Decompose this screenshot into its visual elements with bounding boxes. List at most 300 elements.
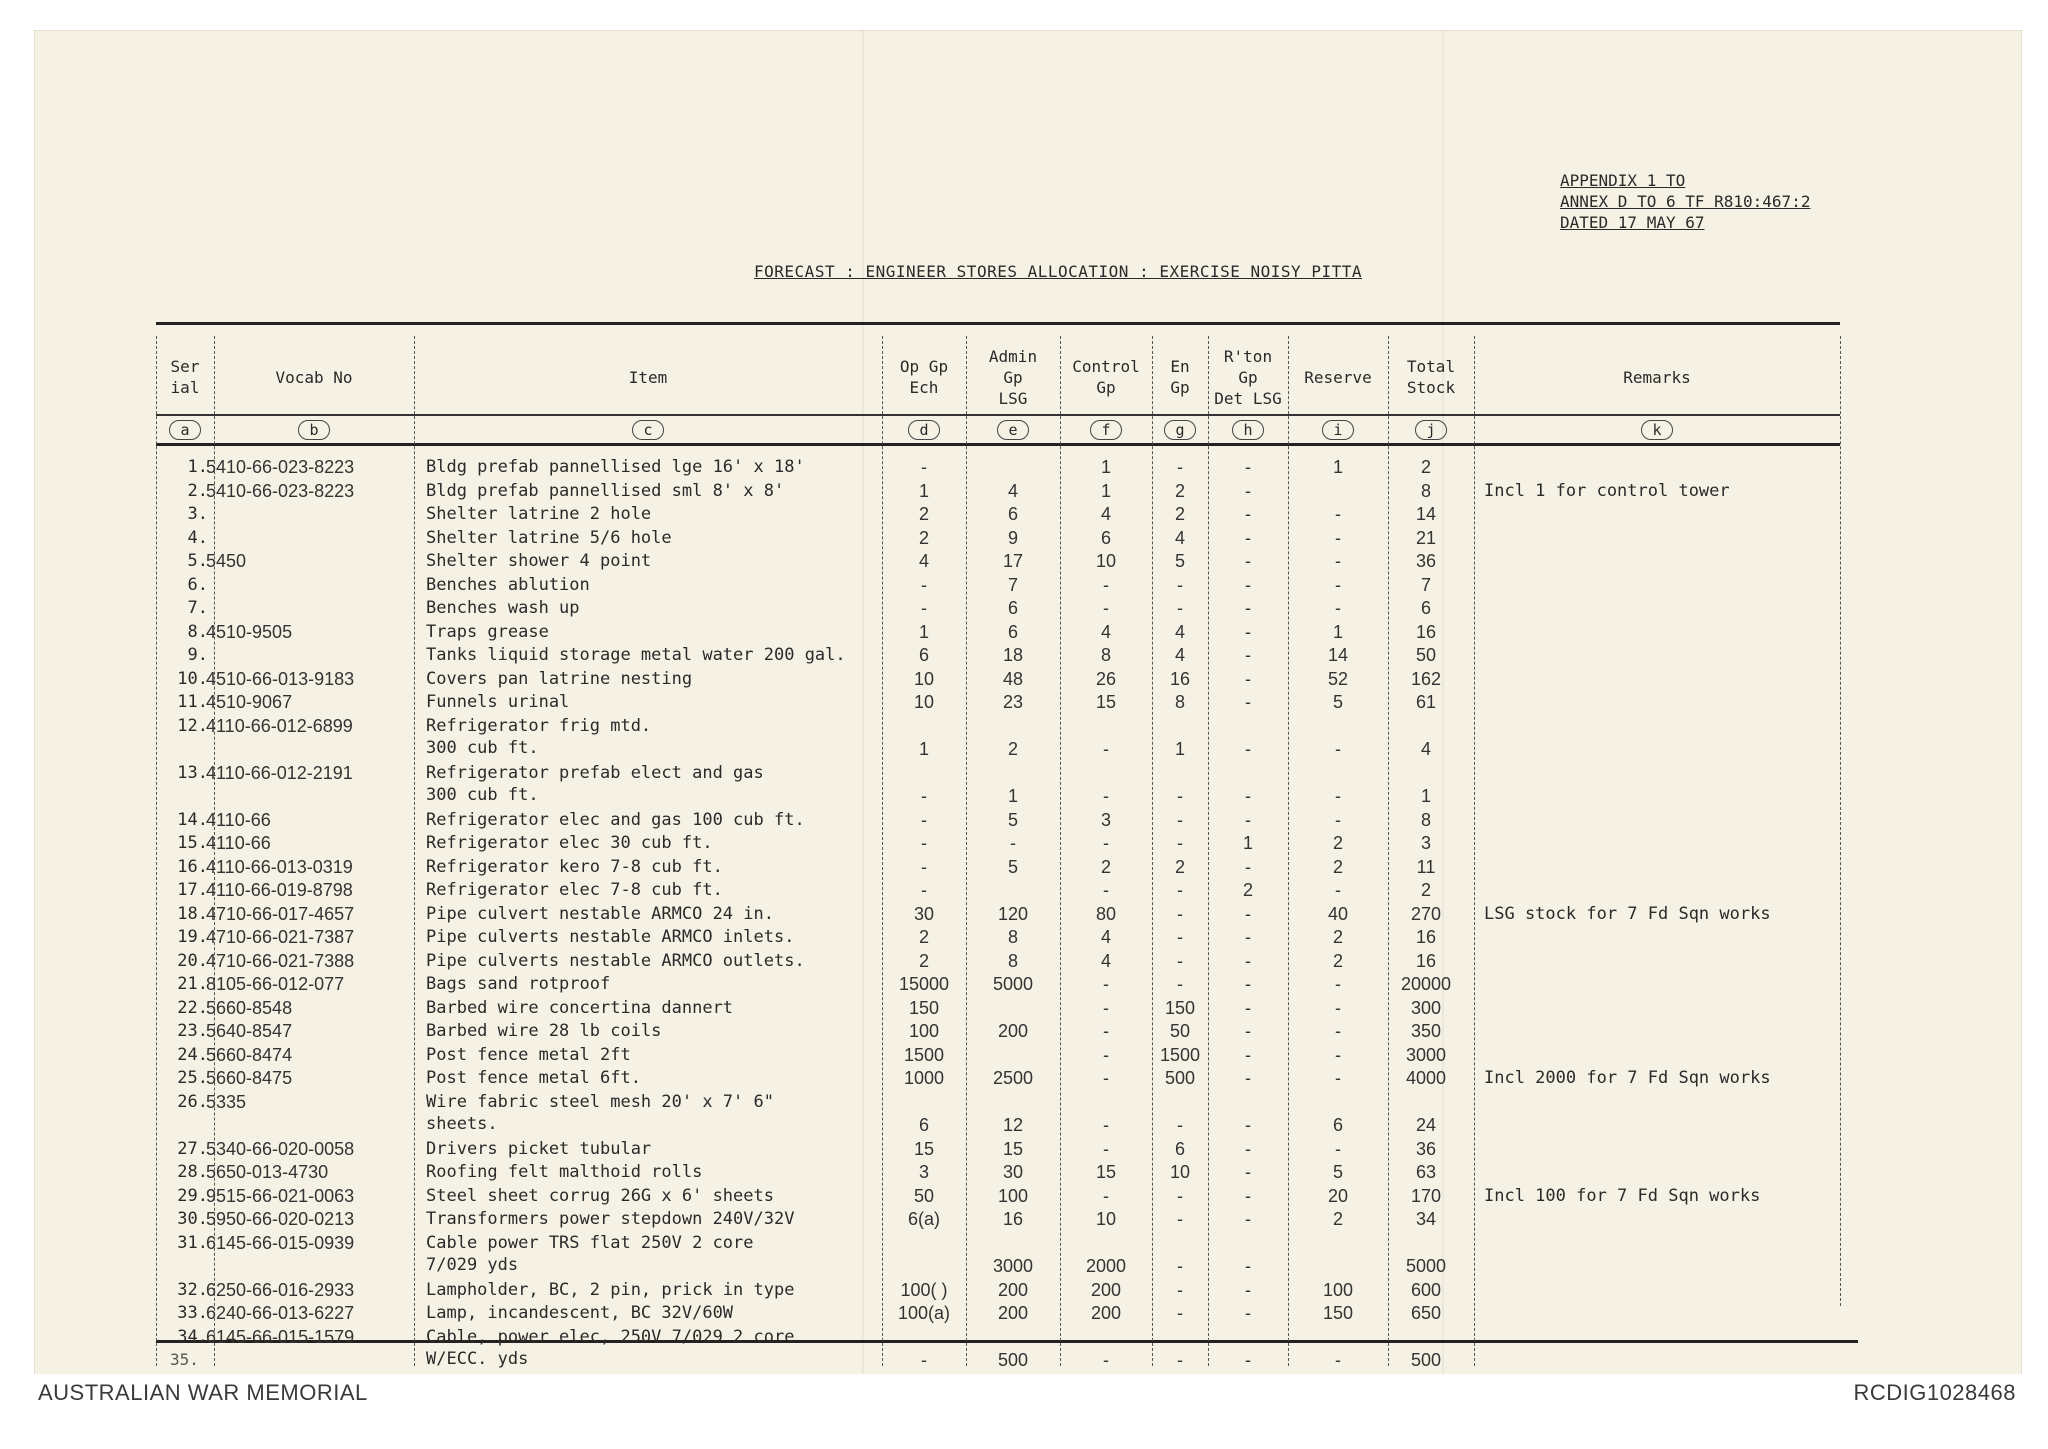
control-gp-cell: - (1103, 1138, 1109, 1159)
total-stock-cell: 5000 (1405, 1256, 1447, 1276)
table-row (156, 480, 1858, 504)
en-gp-cell: 5 (1174, 551, 1185, 571)
reserve-cell: 2 (1332, 833, 1343, 853)
item-cell: Cable power TRS flat 250V 2 core 7/029 yds (426, 1232, 754, 1275)
op-gp-ech-cell: 4 (918, 551, 929, 571)
column-letter-label: k (1641, 420, 1673, 440)
admin-gp-lsg-cell: 6 (1007, 504, 1018, 524)
table-row (156, 644, 1858, 668)
en-gp-cell: - (1177, 786, 1183, 806)
column-letter-label: f (1090, 420, 1122, 440)
serial-cell: 3. (187, 504, 208, 524)
en-gp-cell: - (1177, 950, 1183, 971)
archive-name: AUSTRALIAN WAR MEMORIAL (38, 1380, 368, 1405)
table-row (156, 1091, 1858, 1138)
total-stock-cell: 4 (1420, 739, 1431, 759)
total-stock-cell: 36 (1415, 1138, 1437, 1159)
op-gp-ech-cell: 6 (918, 645, 929, 665)
vocab-cell: 5660-8548 (206, 997, 293, 1018)
table-row (156, 1161, 1858, 1185)
column-letter-label: b (298, 420, 330, 440)
vocab-cell: 8105-66-012-077 (206, 974, 345, 994)
total-stock-cell: 600 (1410, 1279, 1442, 1300)
admin-gp-lsg-cell: 6 (1007, 598, 1018, 618)
en-gp-cell: - (1177, 903, 1183, 924)
control-gp-cell: 10 (1095, 551, 1117, 571)
reserve-cell: 1 (1332, 457, 1343, 477)
en-gp-cell: - (1177, 833, 1183, 853)
item-cell: Bldg prefab pannellised sml 8' x 8' (426, 480, 785, 501)
control-gp-cell: 4 (1100, 950, 1111, 971)
total-stock-cell: 270 (1410, 903, 1442, 924)
op-gp-ech-cell: 50 (913, 1185, 935, 1206)
table-row (156, 762, 1858, 809)
appendix-reference (1560, 170, 1810, 233)
column-letter-label: h (1232, 420, 1264, 440)
table-row (156, 809, 1858, 833)
control-gp-cell: 3 (1100, 809, 1111, 830)
table-row (156, 832, 1858, 856)
vocab-cell: 5410-66-023-8223 (206, 457, 355, 477)
admin-gp-lsg-cell: 3000 (992, 1256, 1034, 1276)
en-gp-cell: - (1177, 1350, 1183, 1370)
reserve-cell: 1 (1332, 621, 1343, 642)
control-gp-cell: 15 (1095, 1162, 1117, 1182)
reserve-cell: 20 (1327, 1185, 1349, 1206)
control-gp-cell: - (1103, 598, 1109, 618)
column-letter-label: c (632, 420, 664, 440)
op-gp-ech-cell: 2 (918, 950, 929, 971)
item-cell: Post fence metal 6ft. (426, 1068, 641, 1088)
item-cell: Shelter latrine 5/6 hole (426, 527, 672, 548)
column-letter-label: e (997, 420, 1029, 440)
header-en-gp: En Gp (1170, 357, 1190, 397)
admin-gp-lsg-cell: 100 (997, 1185, 1029, 1206)
vocab-cell: 4510-66-013-9183 (206, 668, 355, 689)
admin-gp-lsg-cell: 2 (1007, 739, 1018, 759)
item-cell: Benches ablution (426, 574, 590, 595)
op-gp-ech-cell: 15 (913, 1138, 935, 1159)
serial-cell: 7. (187, 598, 208, 618)
admin-gp-lsg-cell: 23 (1002, 692, 1024, 712)
rton-gp-cell: - (1245, 786, 1251, 806)
vocab-cell: 4510-9505 (206, 621, 293, 642)
rton-gp-cell: - (1245, 903, 1251, 924)
vocab-cell: 4110-66-012-2191 (206, 762, 353, 783)
control-gp-cell: 6 (1100, 527, 1111, 548)
op-gp-ech-cell: 1 (918, 621, 929, 642)
op-gp-ech-cell: 6(a) (907, 1209, 940, 1229)
vocab-cell: 6145-66-015-1579 (206, 1326, 355, 1347)
rton-gp-cell: - (1245, 739, 1251, 759)
rton-gp-cell: 1 (1242, 833, 1253, 853)
vocab-cell: 4110-66-013-0319 (206, 856, 353, 877)
control-gp-cell: 80 (1095, 903, 1117, 924)
item-cell: Roofing felt malthoid rolls (426, 1162, 703, 1182)
rton-gp-cell: - (1245, 645, 1251, 665)
vocab-cell: 5450 (206, 551, 247, 571)
reserve-cell: - (1335, 1068, 1341, 1088)
control-gp-cell: - (1103, 880, 1109, 900)
column-letter-e (966, 420, 1060, 440)
serial-cell: 2. (187, 480, 208, 501)
rton-gp-cell: - (1245, 974, 1251, 994)
control-gp-cell: 4 (1100, 504, 1111, 524)
admin-gp-lsg-cell: 1 (1007, 786, 1018, 806)
table-row (156, 456, 1858, 480)
admin-gp-lsg-cell: 16 (1002, 1209, 1024, 1229)
column-letter-k (1474, 420, 1840, 440)
en-gp-cell: - (1177, 1256, 1183, 1276)
table-row (156, 691, 1858, 715)
item-cell: Barbed wire concertina dannert (426, 997, 734, 1018)
table-row (156, 715, 1858, 762)
table-row (156, 856, 1858, 880)
column-letter-c (414, 420, 882, 440)
serial-cell: 14. (177, 809, 208, 830)
reserve-cell: - (1335, 1021, 1341, 1041)
vocab-cell: 4110-66-019-8798 (206, 880, 353, 900)
rton-gp-cell: - (1245, 598, 1251, 618)
total-stock-cell: 3000 (1405, 1044, 1447, 1065)
total-stock-cell: 162 (1410, 668, 1442, 689)
reserve-cell: 150 (1322, 1303, 1354, 1323)
en-gp-cell: - (1177, 1279, 1183, 1300)
reserve-cell: - (1335, 574, 1341, 595)
appendix-line-3: DATED 17 MAY 67 (1560, 213, 1705, 232)
admin-gp-lsg-cell: 8 (1007, 927, 1018, 947)
total-stock-cell: 1 (1420, 786, 1431, 806)
table-row (156, 503, 1858, 527)
header-total-stock: Total Stock (1406, 357, 1456, 397)
rton-gp-cell: - (1245, 1044, 1251, 1065)
rton-gp-cell: - (1245, 1209, 1251, 1229)
en-gp-cell: 2 (1174, 504, 1185, 524)
admin-gp-lsg-cell: 18 (1002, 645, 1024, 665)
en-gp-cell: - (1177, 927, 1183, 947)
item-cell: Pipe culvert nestable ARMCO 24 in. (426, 903, 774, 924)
rton-gp-cell: - (1245, 527, 1251, 548)
reserve-cell: 2 (1332, 927, 1343, 947)
column-letter-label: d (908, 420, 940, 440)
header-vocab: Vocab No (275, 367, 353, 387)
en-gp-cell: - (1177, 974, 1183, 994)
en-gp-cell: 1 (1174, 739, 1185, 759)
document-title: FORECAST : ENGINEER STORES ALLOCATION : EXERCISE NOISY PITTA (754, 262, 1362, 281)
serial-cell: 11. (177, 692, 208, 712)
op-gp-ech-cell: - (921, 856, 927, 877)
rton-gp-cell: - (1245, 621, 1251, 642)
control-gp-cell: - (1103, 1068, 1109, 1088)
op-gp-ech-cell: - (921, 809, 927, 830)
reserve-cell: - (1335, 1350, 1341, 1370)
serial-cell: 18. (177, 903, 208, 924)
control-gp-cell: 4 (1100, 927, 1111, 947)
table-row (156, 1232, 1858, 1279)
reserve-cell: - (1335, 598, 1341, 618)
remarks-cell: Incl 100 for 7 Fd Sqn works (1484, 1185, 1761, 1206)
stores-table (156, 322, 1862, 1370)
control-gp-cell: - (1103, 1185, 1109, 1206)
rton-gp-cell: - (1245, 1162, 1251, 1182)
op-gp-ech-cell: 15000 (898, 974, 950, 994)
header-remarks: Remarks (1623, 367, 1691, 387)
total-stock-cell: 650 (1410, 1303, 1442, 1323)
serial-cell: 12. (177, 715, 208, 736)
op-gp-ech-cell: - (921, 880, 927, 900)
reserve-cell: - (1335, 880, 1341, 900)
reserve-cell: - (1335, 809, 1341, 830)
column-letter-b (214, 420, 414, 440)
table-row (156, 903, 1858, 927)
en-gp-cell: 50 (1169, 1021, 1191, 1041)
archive-id: RCDIG1028468 (1853, 1380, 2016, 1405)
op-gp-ech-cell: 10 (913, 668, 935, 689)
vocab-cell: 6250-66-016-2933 (206, 1279, 355, 1300)
op-gp-ech-cell: 2 (918, 927, 929, 947)
header-reserve: Reserve (1304, 367, 1372, 387)
vocab-cell: 5335 (206, 1091, 247, 1112)
vocab-cell: 5340-66-020-0058 (206, 1138, 355, 1159)
rton-gp-cell: - (1245, 927, 1251, 947)
item-cell: Bldg prefab pannellised lge 16' x 18' (426, 457, 805, 477)
reserve-cell: 5 (1332, 1162, 1343, 1182)
en-gp-cell: 8 (1174, 692, 1185, 712)
table-row (156, 597, 1858, 621)
op-gp-ech-cell: - (921, 574, 927, 595)
serial-cell: 32. (177, 1279, 208, 1300)
admin-gp-lsg-cell: 15 (1002, 1138, 1024, 1159)
en-gp-cell: 150 (1164, 997, 1196, 1018)
remarks-cell: Incl 1 for control tower (1484, 480, 1730, 501)
rton-gp-cell: - (1245, 950, 1251, 971)
control-gp-cell: - (1103, 974, 1109, 994)
table-row (156, 1326, 1858, 1373)
rton-gp-cell: - (1245, 1350, 1251, 1370)
serial-cell: 15. (177, 833, 208, 853)
serial-cell: 17. (177, 880, 208, 900)
rton-gp-cell: - (1245, 1185, 1251, 1206)
table-row (156, 1138, 1858, 1162)
serial-cell: 1. (187, 457, 208, 477)
admin-gp-lsg-cell: 200 (997, 1021, 1029, 1041)
op-gp-ech-cell: - (921, 1350, 927, 1370)
rton-gp-cell: - (1245, 1068, 1251, 1088)
column-letter-d (882, 420, 966, 440)
vocab-cell: 6145-66-015-0939 (206, 1232, 355, 1253)
serial-cell: 31. (177, 1232, 208, 1253)
reserve-cell: - (1335, 504, 1341, 524)
vocab-cell: 9515-66-021-0063 (206, 1185, 355, 1206)
reserve-cell: 2 (1332, 1209, 1343, 1229)
op-gp-ech-cell: 2 (918, 504, 929, 524)
rton-gp-cell: - (1245, 1303, 1251, 1323)
serial-cell: 10. (177, 668, 208, 689)
reserve-cell: - (1335, 1138, 1341, 1159)
op-gp-ech-cell: 10 (913, 692, 935, 712)
header-serial: Ser ial (170, 357, 200, 397)
vocab-cell: 5660-8474 (206, 1044, 293, 1065)
control-gp-cell: - (1103, 997, 1109, 1018)
control-gp-cell: 8 (1100, 645, 1111, 665)
vocab-cell: 4110-66 (206, 809, 271, 830)
reserve-cell: - (1335, 997, 1341, 1018)
column-letter-j (1388, 420, 1474, 440)
en-gp-cell: - (1177, 598, 1183, 618)
item-cell: Funnels urinal (426, 692, 570, 712)
serial-cell: 19. (177, 927, 208, 947)
serial-cell: 22. (177, 997, 208, 1018)
item-cell: Refrigerator frig mtd. 300 cub ft. (426, 715, 652, 758)
item-cell: Bags sand rotproof (426, 974, 611, 994)
reserve-cell: 40 (1327, 903, 1349, 924)
table-row (156, 950, 1858, 974)
serial-cell: 26. (177, 1091, 208, 1112)
control-gp-cell: - (1103, 739, 1109, 759)
total-stock-cell: 8 (1420, 480, 1431, 501)
control-gp-cell: 15 (1095, 692, 1117, 712)
total-stock-cell: 350 (1410, 1021, 1442, 1041)
vocab-cell: 4710-66-021-7388 (206, 950, 355, 971)
reserve-cell: - (1335, 786, 1341, 806)
column-letter-a (156, 420, 214, 440)
reserve-cell: - (1335, 1044, 1341, 1065)
item-cell: Tanks liquid storage metal water 200 gal. (426, 645, 846, 665)
reserve-cell: 100 (1322, 1279, 1354, 1300)
column-letter-f (1060, 420, 1152, 440)
en-gp-cell: 4 (1174, 621, 1185, 642)
op-gp-ech-cell: 1000 (903, 1068, 945, 1088)
en-gp-cell: 16 (1169, 668, 1191, 689)
header-item: Item (628, 367, 668, 387)
op-gp-ech-cell: 100(a) (897, 1303, 951, 1323)
reserve-cell: 6 (1332, 1115, 1343, 1135)
table-row (156, 879, 1858, 903)
column-letter-label: g (1164, 420, 1196, 440)
total-stock-cell: 34 (1415, 1209, 1437, 1229)
serial-cell: 21. (177, 974, 208, 994)
column-letter-label: i (1322, 420, 1354, 440)
op-gp-ech-cell: 1 (918, 480, 929, 501)
column-letter-i (1288, 420, 1388, 440)
admin-gp-lsg-cell: 30 (1002, 1162, 1024, 1182)
vocab-cell: 4710-66-021-7387 (206, 927, 355, 947)
en-gp-cell: - (1177, 457, 1183, 477)
total-stock-cell: 16 (1415, 927, 1437, 947)
vocab-cell: 4110-66 (206, 833, 271, 853)
item-cell: Pipe culverts nestable ARMCO inlets. (426, 927, 795, 947)
total-stock-cell: 7 (1420, 574, 1431, 595)
item-cell: Drivers picket tubular (426, 1138, 652, 1159)
rton-gp-cell: - (1245, 1021, 1251, 1041)
item-cell: Shelter latrine 2 hole (426, 504, 652, 524)
appendix-line-2: ANNEX D TO 6 TF R810:467:2 (1560, 192, 1811, 211)
serial-cell: 24. (177, 1044, 208, 1065)
total-stock-cell: 36 (1415, 551, 1437, 571)
op-gp-ech-cell: 2 (918, 527, 929, 548)
control-gp-cell: - (1103, 1350, 1109, 1370)
stray-serial: 35. (170, 1350, 199, 1369)
reserve-cell: 14 (1327, 645, 1349, 665)
column-letter-g (1152, 420, 1208, 440)
total-stock-cell: 14 (1415, 504, 1437, 524)
serial-cell: 27. (177, 1138, 208, 1159)
rton-gp-cell: - (1245, 504, 1251, 524)
total-stock-cell: 11 (1416, 856, 1436, 877)
admin-gp-lsg-cell: 200 (997, 1303, 1029, 1323)
rton-gp-cell: - (1245, 809, 1251, 830)
table-row (156, 550, 1858, 574)
vocab-cell: 4510-9067 (206, 692, 293, 712)
en-gp-cell: 6 (1174, 1138, 1185, 1159)
vocab-cell: 5950-66-020-0213 (206, 1209, 355, 1229)
rton-gp-cell: - (1245, 457, 1251, 477)
vocab-cell: 4710-66-017-4657 (206, 903, 355, 924)
item-cell: Cable, power elec, 250V 7/029 2 core W/ECC. yds (426, 1326, 795, 1369)
rton-gp-cell: - (1245, 574, 1251, 595)
table-row (156, 973, 1858, 997)
item-cell: Barbed wire 28 lb coils (426, 1021, 662, 1041)
remarks-cell: Incl 2000 for 7 Fd Sqn works (1484, 1068, 1771, 1088)
total-stock-cell: 20000 (1400, 974, 1452, 994)
serial-cell: 16. (177, 856, 208, 877)
en-gp-cell: 500 (1164, 1068, 1196, 1088)
serial-cell: 34. (177, 1326, 208, 1347)
table-row (156, 527, 1858, 551)
control-gp-cell: 1 (1100, 457, 1111, 477)
table-row (156, 997, 1858, 1021)
op-gp-ech-cell: 150 (908, 997, 940, 1018)
serial-cell: 13. (177, 762, 208, 783)
en-gp-cell: 4 (1174, 527, 1185, 548)
item-cell: Lampholder, BC, 2 pin, prick in type (426, 1279, 795, 1300)
table-row (156, 1020, 1858, 1044)
table-row (156, 668, 1858, 692)
total-stock-cell: 500 (1410, 1350, 1442, 1370)
table-row (156, 574, 1858, 598)
op-gp-ech-cell: - (921, 598, 927, 618)
op-gp-ech-cell: 1 (918, 739, 929, 759)
item-cell: Shelter shower 4 point (426, 551, 652, 571)
serial-cell: 25. (177, 1068, 208, 1088)
total-stock-cell: 170 (1410, 1185, 1442, 1206)
rton-gp-cell: - (1245, 1115, 1251, 1135)
rton-gp-cell: - (1245, 1279, 1251, 1300)
vocab-cell: 5410-66-023-8223 (206, 480, 355, 501)
table-row (156, 621, 1858, 645)
remarks-cell: LSG stock for 7 Fd Sqn works (1484, 903, 1771, 924)
item-cell: Covers pan latrine nesting (426, 668, 693, 689)
op-gp-ech-cell: 30 (913, 903, 935, 924)
serial-cell: 8. (187, 621, 208, 642)
admin-gp-lsg-cell: 5000 (992, 974, 1034, 994)
en-gp-cell: - (1177, 809, 1183, 830)
en-gp-cell: - (1177, 1303, 1183, 1323)
total-stock-cell: 16 (1415, 621, 1437, 642)
reserve-cell: - (1335, 739, 1341, 759)
reserve-cell: - (1335, 527, 1341, 548)
op-gp-ech-cell: - (921, 457, 927, 477)
table-row (156, 1044, 1858, 1068)
archive-footer (34, 1374, 2022, 1412)
total-stock-cell: 6 (1420, 598, 1431, 618)
appendix-line-1: APPENDIX 1 TO (1560, 171, 1686, 190)
serial-cell: 4. (187, 527, 208, 548)
header-admin-gp-lsg: Admin Gp LSG (988, 346, 1038, 408)
op-gp-ech-cell: 6 (918, 1115, 929, 1135)
control-gp-cell: 200 (1090, 1279, 1122, 1300)
en-gp-cell: - (1177, 1115, 1183, 1135)
